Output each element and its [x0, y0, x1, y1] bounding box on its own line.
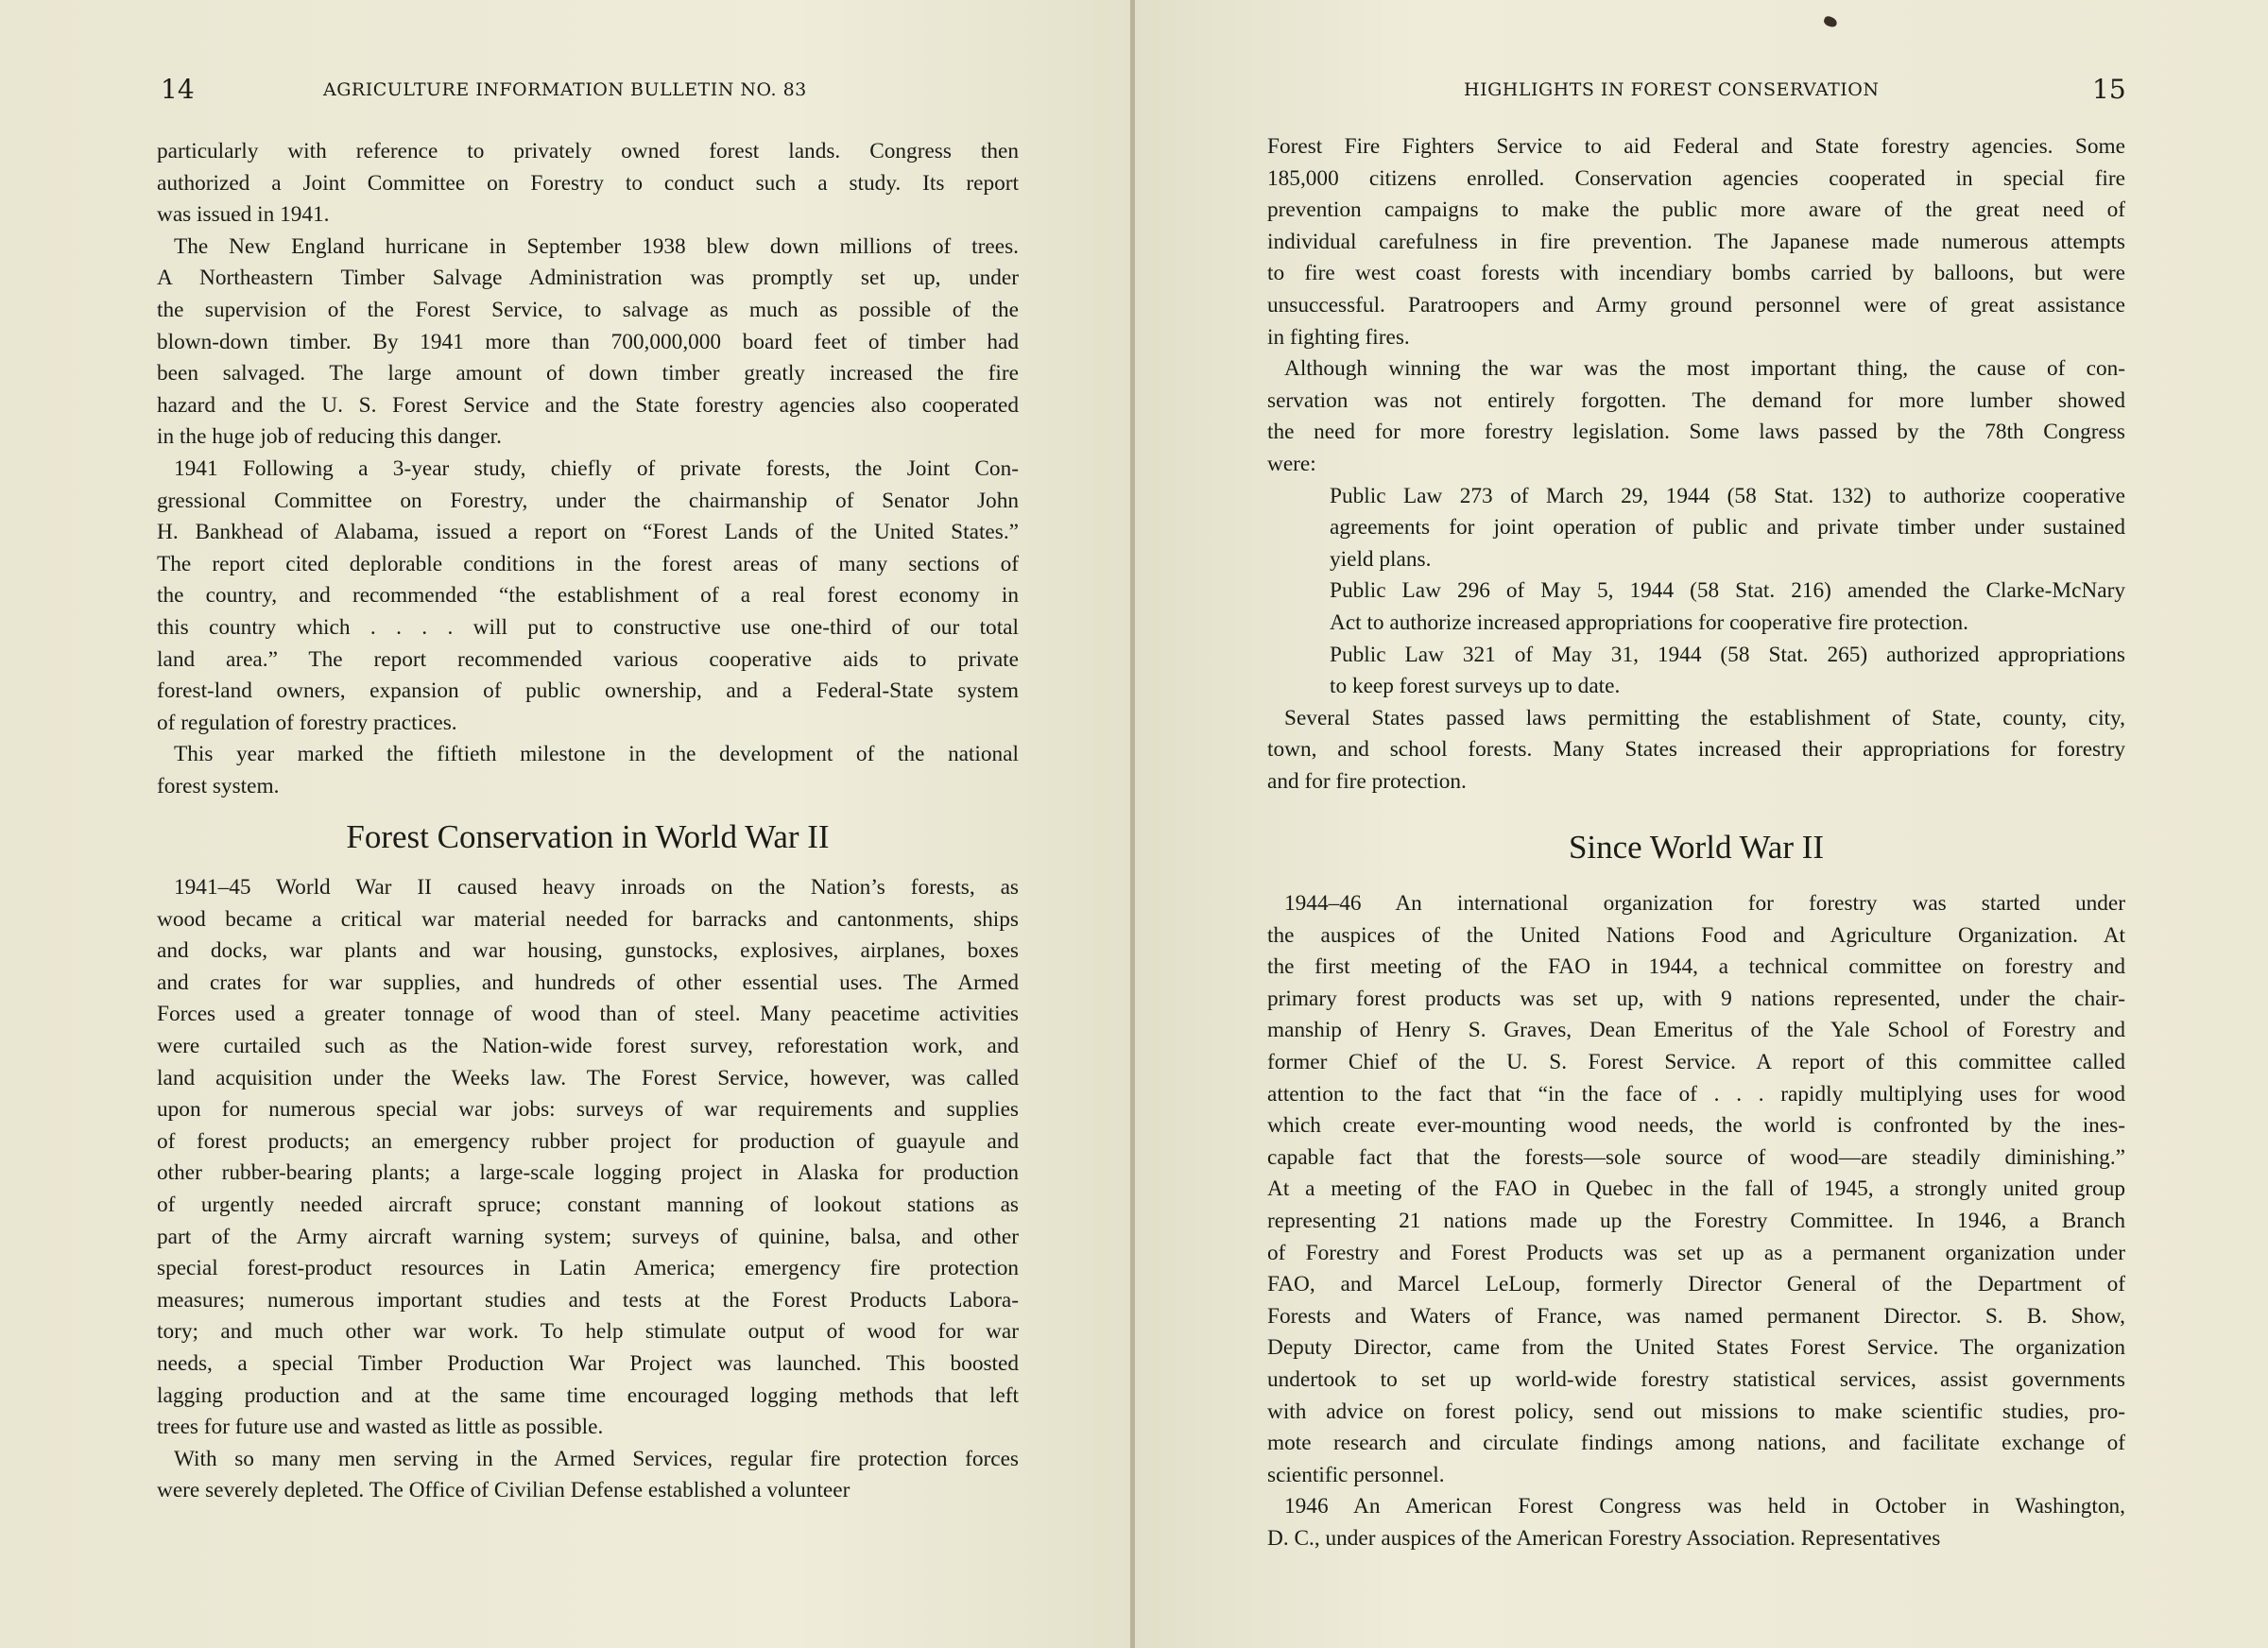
text-line: FAO, and Marcel LeLoup, formerly Director General of the Department of — [1267, 1272, 2125, 1297]
text-line: of regulation of forestry practices. — [157, 710, 457, 735]
running-head: AGRICULTURE INFORMATION BULLETIN NO. 83 — [323, 79, 807, 100]
text-line: this country which . . . . will put to constructive use one-third of our total — [157, 614, 1019, 640]
text-line: At a meeting of the FAO in Quebec in the fall of 1945, a strongly united group — [1267, 1176, 2125, 1202]
text-line: hazard and the U. S. Forest Service and the State forestry agencies also cooperated — [157, 392, 1019, 418]
text-line: individual carefulness in fire prevention. The Japanese made numerous attempts — [1267, 229, 2125, 254]
text-line: The New England hurricane in September 1938 blew down millions of trees. — [174, 233, 1019, 259]
text-line: were severely depleted. The Office of Civilian Defense established a volunteer — [157, 1478, 850, 1503]
running-head: HIGHLIGHTS IN FOREST CONSERVATION — [1464, 79, 1880, 100]
text-line: This year marked the fiftieth milestone in the development of the national — [174, 742, 1019, 767]
text-line: measures; numerous important studies and tests at the Forest Products Labora- — [157, 1287, 1019, 1313]
law-entry — [1267, 575, 2125, 639]
text-line: been salvaged. The large amount of down timber greatly increased the fire — [157, 361, 1019, 386]
text-line: 1946 An American Forest Congress was held in October in Washington, — [1284, 1494, 2125, 1519]
text-line: to keep forest surveys up to date. — [1330, 674, 1621, 699]
text-line: the first meeting of the FAO in 1944, a technical committee on forestry and — [1267, 954, 2125, 980]
right-page-body — [1267, 131, 2125, 1555]
text-line: attention to the fact that “in the face of . . . rapidly multiplying uses for wood — [1267, 1081, 2125, 1107]
text-line: and for fire protection. — [1267, 768, 1467, 794]
text-line: the country, and recommended “the establishment of a real forest economy in — [157, 583, 1019, 609]
text-line: to fire west coast forests with incendiary bombs carried by balloons, but were — [1267, 261, 2125, 286]
text-line: and crates for war supplies, and hundreds of other essential uses. The Armed — [157, 970, 1019, 995]
text-line: yield plans. — [1330, 546, 1432, 572]
text-line: Deputy Director, came from the United States Forest Service. The organization — [1267, 1335, 2125, 1361]
law-entry — [1267, 640, 2125, 703]
text-line: Although winning the war was the most important thing, the cause of con- — [1284, 356, 2125, 382]
paragraph — [1267, 888, 2125, 1491]
text-line: agreements for joint operation of public and private timber under sustained — [1330, 515, 2125, 541]
text-line: Public Law 296 of May 5, 1944 (58 Stat. 216) amended the Clarke-McNary — [1330, 578, 2125, 604]
text-line: 1941–45 World War II caused heavy inroads on the Nation’s forests, as — [174, 875, 1019, 901]
text-line: H. Bankhead of Alabama, issued a report on “Forest Lands of the United States.” — [157, 520, 1019, 545]
paragraph — [1267, 131, 2125, 353]
text-line: land acquisition under the Weeks law. The Forest Service, however, was called — [157, 1065, 1019, 1090]
text-line: 185,000 citizens enrolled. Conservation agencies cooperated in special fire — [1267, 165, 2125, 191]
text-line: lagging production and at the same time encouraged logging methods that left — [157, 1382, 1019, 1408]
text-line: tory; and much other war work. To help stimulate output of wood for war — [157, 1319, 1019, 1345]
text-line: servation was not entirely forgotten. The demand for more lumber showed — [1267, 387, 2125, 413]
text-line: Forest Fire Fighters Service to aid Federal and State forestry agencies. Some — [1267, 134, 2125, 159]
text-line: particularly with reference to privately owned forest lands. Congress then — [157, 139, 1019, 163]
text-line: Act to authorize increased appropriations for cooperative fire protection. — [1330, 609, 1968, 635]
text-line: of forest products; an emergency rubber project for production of guayule and — [157, 1128, 1019, 1154]
paragraph — [157, 232, 1019, 454]
text-line: The report cited deplorable conditions in the forest areas of many sections of — [157, 551, 1019, 576]
text-line: unsuccessful. Paratroopers and Army ground personnel were of great assistance — [1267, 292, 2125, 318]
text-line: blown-down timber. By 1941 more than 700,000,000 board feet of timber had — [157, 329, 1019, 354]
left-page — [0, 0, 1131, 1648]
text-line: the auspices of the United Nations Food and Agriculture Organization. At — [1267, 922, 2125, 948]
text-line: the need for more forestry legislation. Some laws passed by the 78th Congress — [1267, 420, 2125, 445]
text-line: scientific personnel. — [1267, 1462, 1445, 1487]
text-line: of Forestry and Forest Products was set up as a permanent organization under — [1267, 1240, 2125, 1265]
text-line: in fighting fires. — [1267, 324, 1410, 350]
section-heading: Forest Conservation in World War II — [346, 818, 830, 856]
text-line: Forces used a greater tonnage of wood than of steel. Many peacetime activities — [157, 1002, 1019, 1027]
section-heading: Since World War II — [1568, 829, 1825, 867]
text-line: land area.” The report recommended various cooperative aids to private — [157, 646, 1019, 672]
text-line: forest system. — [157, 773, 280, 798]
text-line: other rubber-bearing plants; a large-scale logging project in Alaska for production — [157, 1160, 1019, 1186]
right-page — [1135, 0, 2268, 1648]
text-line: representing 21 nations made up the Forestry Committee. In 1946, a Branch — [1267, 1209, 2125, 1233]
text-line: the supervision of the Forest Service, to salvage as much as possible of the — [157, 297, 1019, 322]
text-line: Several States passed laws permitting the establishment of State, county, city, — [1284, 705, 2125, 730]
paragraph — [1267, 353, 2125, 480]
text-line: gressional Committee on Forestry, under the chairmanship of Senator John — [157, 488, 1019, 513]
text-line: which create ever-mounting wood needs, the world is confronted by the ines- — [1267, 1113, 2125, 1139]
text-line: With so many men serving in the Armed Services, regular fire protection forces — [174, 1446, 1019, 1471]
text-line: upon for numerous special war jobs: surveys of war requirements and supplies — [157, 1097, 1019, 1123]
text-line: in the huge job of reducing this danger. — [157, 424, 502, 450]
text-line: undertook to set up world-wide forestry statistical services, assist governments — [1267, 1366, 2125, 1392]
text-line: part of the Army aircraft warning system; surveys of quinine, balsa, and other — [157, 1224, 1019, 1249]
left-page-body — [157, 136, 1019, 1507]
paragraph — [157, 872, 1019, 1444]
text-line: forest-land owners, expansion of public ownership, and a Federal-State system — [157, 678, 1019, 704]
text-line: manship of Henry S. Graves, Dean Emeritus of the Yale School of Forestry and — [1267, 1018, 2125, 1043]
text-line: were curtailed such as the Nation-wide forest survey, reforestation work, and — [157, 1034, 1019, 1059]
text-line: mote research and circulate findings among nations, and facilitate exchange of — [1267, 1431, 2125, 1456]
text-line: 1941 Following a 3-year study, chiefly of private forests, the Joint Con- — [174, 455, 1019, 481]
paragraph — [1267, 1491, 2125, 1554]
text-line: 1944–46 An international organization for forestry was started under — [1284, 891, 2125, 917]
page-number: 14 — [161, 74, 195, 105]
paragraph — [1267, 703, 2125, 798]
paragraph — [157, 1444, 1019, 1507]
text-line: were: — [1267, 451, 1316, 476]
text-line: D. C., under auspices of the American Forestry Association. Representatives — [1267, 1525, 1941, 1551]
text-line: town, and school forests. Many States increased their appropriations for forestry — [1267, 737, 2125, 763]
text-line: former Chief of the U. S. Forest Service. A report of this committee called — [1267, 1050, 2125, 1075]
text-line: capable fact that the forests—sole source of wood—are steadily diminishing.” — [1267, 1144, 2125, 1170]
text-line: prevention campaigns to make the public more aware of the great need of — [1267, 197, 2125, 223]
paragraph — [157, 454, 1019, 739]
text-line: Public Law 273 of March 29, 1944 (58 Stat. 132) to authorize cooperative — [1330, 483, 2125, 508]
text-line: with advice on forest policy, send out missions to make scientific studies, pro- — [1267, 1399, 2125, 1424]
law-entry — [1267, 481, 2125, 576]
text-line: special forest-product resources in Latin America; emergency fire protection — [157, 1256, 1019, 1281]
text-line: wood became a critical war material needed for barracks and cantonments, ships — [157, 906, 1019, 932]
text-line: of urgently needed aircraft spruce; constant manning of lookout stations as — [157, 1193, 1019, 1217]
text-line: trees for future use and wasted as little as possible. — [157, 1415, 604, 1440]
text-line: was issued in 1941. — [157, 202, 330, 228]
text-line: needs, a special Timber Production War Project was launched. This boosted — [157, 1350, 1019, 1376]
text-line: A Northeastern Timber Salvage Administration was promptly set up, under — [157, 266, 1019, 291]
text-line: and docks, war plants and war housing, gunstocks, explosives, airplanes, boxes — [157, 938, 1019, 964]
text-line: Forests and Waters of France, was named permanent Director. S. B. Show, — [1267, 1303, 2125, 1329]
text-line: primary forest products was set up, with 9 nations represented, under the chair- — [1267, 986, 2125, 1011]
text-line: Public Law 321 of May 31, 1944 (58 Stat. 265) authorized appropriations — [1330, 642, 2125, 667]
paragraph — [157, 739, 1019, 802]
paragraph — [157, 136, 1019, 232]
text-line: authorized a Joint Committee on Forestry to conduct such a study. Its report — [157, 170, 1019, 196]
page-number: 15 — [2092, 74, 2126, 105]
